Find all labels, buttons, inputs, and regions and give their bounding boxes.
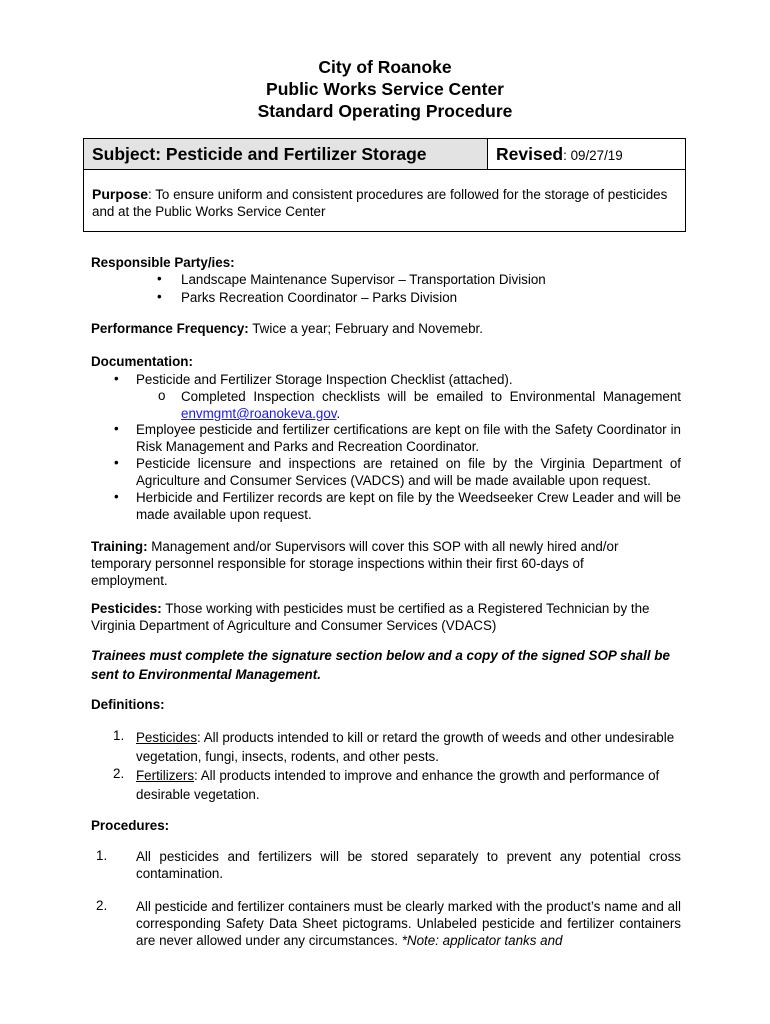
bullet-icon: • [114, 421, 119, 436]
documentation-subitem-text: Completed Inspection checklists will be emailed to Environmental Management [181, 389, 681, 404]
procedure-number: 1. [96, 848, 108, 863]
sub-bullet-icon: o [158, 388, 166, 403]
definition-number: 2. [113, 766, 125, 781]
frequency-label: Performance Frequency: [91, 321, 249, 336]
procedure-item: All pesticides and fertilizers will be stored separately to prevent any potential cross contamination. [136, 849, 681, 881]
subject-cell: Subject: Pesticide and Fertilizer Storage [84, 139, 488, 170]
frequency-line [91, 320, 681, 337]
definition-item [136, 728, 681, 766]
definition-text: : All products intended to improve and enhance the growth and performance of desirable vegetation. [136, 768, 660, 802]
definition-number: 1. [113, 728, 125, 743]
procedure-note: *Note: applicator tanks and [401, 933, 563, 948]
documentation-label: Documentation: [91, 354, 193, 369]
frequency-text: Twice a year; February and Novemebr. [248, 321, 483, 336]
responsible-label: Responsible Party/ies: [91, 255, 235, 270]
documentation-item: Pesticide and Fertilizer Storage Inspection Checklist (attached). [136, 372, 513, 387]
documentation-item: Herbicide and Fertilizer records are kept on file by the Weedseeker Crew Leader and will be made available upon request. [136, 490, 681, 522]
documentation-subitem [181, 388, 681, 422]
revised-cell [488, 139, 685, 170]
training-text: Management and/or Supervisors will cover this SOP with all newly hired and/or temporary personnel responsible for storage inspections within their first 60-days of employment. [91, 539, 619, 588]
responsible-item: Parks Recreation Coordinator – Parks Division [181, 290, 458, 305]
definition-term: Pesticides [136, 730, 198, 745]
bullet-icon: • [114, 455, 119, 470]
subject-table [83, 138, 686, 232]
documentation-subitem-period: . [336, 406, 341, 421]
procedure-item [136, 898, 681, 949]
bullet-icon: • [157, 271, 162, 286]
definition-text: : All products intended to kill or retard the growth of weeds and other undesirable vegetation, fungi, insects, rodents, and other pests. [136, 730, 675, 764]
header-department: Public Works Service Center [266, 79, 504, 99]
procedures-label: Procedures: [91, 818, 170, 833]
bullet-icon: • [114, 371, 119, 386]
revised-label: Revised [496, 144, 564, 164]
procedure-text: All pesticide and fertilizer containers must be clearly marked with the product’s name and all corresponding Safety Data Sheet pictograms. Unlabeled pesticide and fertilizer containers are never allowed under any circumstances. [136, 899, 681, 948]
trainees-note: Trainees must complete the signature section below and a copy of the signed SOP shall be sent to Environmental Management. [91, 648, 670, 682]
pesticides-label: Pesticides: [91, 601, 162, 616]
pesticides-paragraph [91, 600, 681, 634]
training-paragraph [91, 538, 651, 589]
revised-date: : 09/27/19 [563, 148, 623, 163]
definitions-label: Definitions: [91, 697, 165, 712]
training-label: Training: [91, 539, 148, 554]
purpose-text [92, 186, 677, 220]
header-sop-title: Standard Operating Procedure [257, 101, 513, 121]
header-city: City of Roanoke [318, 57, 452, 77]
responsible-item: Landscape Maintenance Supervisor – Transportation Division [181, 272, 546, 287]
definition-term: Fertilizers [136, 768, 195, 783]
email-link[interactable]: envmgmt@roanokeva.gov [181, 406, 337, 421]
documentation-item: Pesticide licensure and inspections are retained on file by the Virginia Department of Agriculture and Consumer Services (VADCS) and will be made available upon request. [136, 456, 681, 488]
definition-item [136, 766, 681, 804]
procedure-number: 2. [96, 898, 108, 913]
bullet-icon: • [114, 489, 119, 504]
bullet-icon: • [157, 289, 162, 304]
purpose-label: Purpose [92, 186, 149, 202]
purpose-body: : To ensure uniform and consistent procedures are followed for the storage of pesticides and at the Public Works Service Center [92, 187, 668, 219]
documentation-item: Employee pesticide and fertilizer certifications are kept on file with the Safety Coordinator in Risk Management and Parks and Recreation Coordinator. [136, 422, 681, 454]
pesticides-text: Those working with pesticides must be certified as a Registered Technician by the Virginia Department of Agriculture and Consumer Services (VDACS) [91, 601, 650, 633]
